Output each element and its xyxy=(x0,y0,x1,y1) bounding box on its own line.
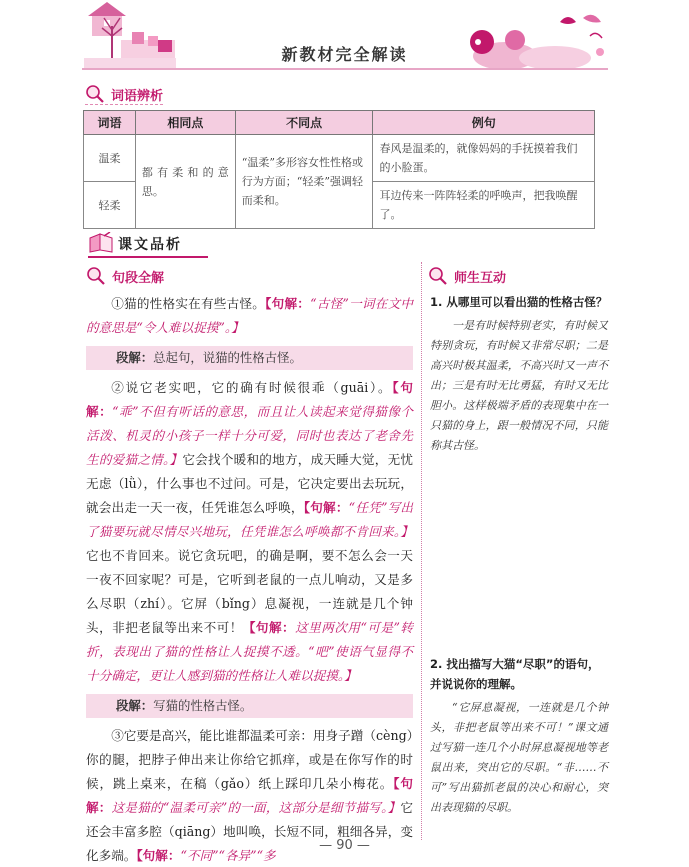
question-2: 2. 找出描写大猫“尽职”的语句，并说说你的理解。 xyxy=(430,657,600,691)
book-icon xyxy=(88,232,114,254)
column-divider xyxy=(421,262,422,840)
summary-label: 段解： xyxy=(116,698,154,713)
note-label: 【句解： xyxy=(303,500,349,515)
header-title: 新教材完全解读 xyxy=(281,45,408,64)
page-number: — 90 — xyxy=(319,838,370,853)
note-body: “不同”“各异”“多 xyxy=(180,848,276,863)
vocab-heading-text: 词语辨析 xyxy=(111,88,164,104)
passage-section-heading xyxy=(86,266,164,286)
interaction-section-heading xyxy=(428,266,506,286)
paragraph-1-text: ①猫的性格实在有些古怪。 xyxy=(111,296,266,311)
summary-label: 段解： xyxy=(116,350,154,365)
cell-same: 都有柔和的意思。 xyxy=(135,135,235,229)
paragraph-2 xyxy=(86,376,413,688)
cell-word: 轻柔 xyxy=(84,182,136,229)
banner-rule xyxy=(88,256,208,258)
col-header-word: 词语 xyxy=(84,111,136,135)
cell-example: 春风是温柔的，就像妈妈的手抚摸着我们的小脸蛋。 xyxy=(373,135,595,182)
note-body: “乖”不但有听话的意思，而且让人读起来觉得猫像个活泼、机灵的小孩子一样十分可爱，同时也表达了老舍先生的爱猫之情。】 xyxy=(86,404,413,467)
passage-column xyxy=(86,292,413,867)
cell-diff: “温柔”多形容女性性格或行为方面；“轻柔”强调轻而柔和。 xyxy=(235,135,373,229)
note-label: 【句解： xyxy=(86,776,413,815)
note-label: 【句解： xyxy=(265,296,311,311)
col-header-diff: 不同点 xyxy=(235,111,373,135)
col-header-same: 相同点 xyxy=(135,111,235,135)
paragraph-summary-2 xyxy=(86,694,413,718)
paragraph-summary-1 xyxy=(86,346,413,370)
magnifier-icon xyxy=(428,266,448,286)
lesson-banner xyxy=(88,232,182,254)
answer-1: 一是有时候特别老实，有时候又特别贪玩，有时候又非常尽职；二是高兴时极其温柔，不高兴时又一声不出；三是有时无比勇猛，有时又无比胆小。这样极端矛盾的表现集中在一只猫的身上，跟一般情况不同，只能称其古怪。 xyxy=(430,319,608,452)
sidebar-question-2 xyxy=(430,654,608,818)
note-label: 【句解： xyxy=(136,848,181,863)
note-body: “古怪”一词在文中的意思是“令人难以捉摸”。】 xyxy=(86,296,413,335)
cell-word: 温柔 xyxy=(84,135,136,182)
table-header-row xyxy=(84,111,595,135)
magnifier-icon xyxy=(85,84,105,104)
magnifier-icon xyxy=(86,266,106,286)
note-label: 【句解： xyxy=(242,620,296,635)
answer-2: “它屏息凝视，一连就是几个钟头，非把老鼠等出来不可！”课文通过写猫一连几个小时屏息凝视地等老鼠出来，突出它的尽职。“非……不可”写出猫抓老鼠的决心和耐心，突出表现猫的尽职。 xyxy=(430,701,608,814)
vocab-table xyxy=(83,110,595,229)
note-body: 这是猫的“温柔可亲”的一面，这部分是细节描写。】 xyxy=(111,800,401,815)
paragraph-1 xyxy=(86,292,413,340)
summary-text: 总起句，说猫的性格古怪。 xyxy=(153,350,302,365)
table-row xyxy=(84,135,595,182)
summary-text: 写猫的性格古怪。 xyxy=(153,698,253,713)
header-rule xyxy=(82,68,608,70)
sidebar-question-1 xyxy=(430,292,608,456)
paragraph-2-text-b: 它会找个暖和的地方，成天睡大觉，无忧无虑（lǜ），什么事也不过问。可是，它决定要出去玩玩，就会出走一天一夜，任凭谁怎么呼唤， xyxy=(86,452,413,515)
col-header-example: 例句 xyxy=(373,111,595,135)
interaction-heading-text: 师生互动 xyxy=(454,270,507,286)
lesson-banner-text: 课文品析 xyxy=(118,237,182,253)
passage-heading-text: 句段全解 xyxy=(112,270,165,286)
vocab-section-heading xyxy=(85,84,163,105)
paragraph-3-text-a: ③它要是高兴，能比谁都温柔可亲：用身子蹭（cèng）你的腿，把脖子伸出来让你给它抓痒，或是在你写作的时候，跳上桌来，在稿（gǎo）纸上踩印几朵小梅花。 xyxy=(86,728,413,791)
note-label: 【句解： xyxy=(86,380,413,419)
page-header xyxy=(0,0,689,80)
note-body: “任凭”写出了猫要玩就尽情尽兴地玩，任凭谁怎么呼唤都不肯回来。】 xyxy=(86,500,413,539)
paragraph-2-text-c: 它也不肯回来。说它贪玩吧，的确是啊，要不怎么会一天一夜不回家呢？可是，它听到老鼠的一点儿响动，又是多么尽职（zhí）。它屏（bǐng）息凝视，一连就是几个钟头，非把老鼠等出来不可！ xyxy=(86,548,413,635)
paragraph-3-text-b: 它还会丰富多腔（qiāng）地叫唤，长短不同，粗细各异，变化多端。 xyxy=(86,800,414,863)
cell-example: 耳边传来一阵阵轻柔的呼唤声，把我唤醒了。 xyxy=(373,182,595,229)
paragraph-2-text-a: ②说它老实吧，它的确有时候很乖（guāi）。 xyxy=(111,380,393,395)
note-body: 这里两次用“可是”转折，表现出了猫的性格让人捉摸不透。“吧”使语气显得不十分确定，更让人感到猫的性格让人难以捉摸。】 xyxy=(86,620,414,683)
question-1: 1. 从哪里可以看出猫的性格古怪？ xyxy=(430,295,608,309)
